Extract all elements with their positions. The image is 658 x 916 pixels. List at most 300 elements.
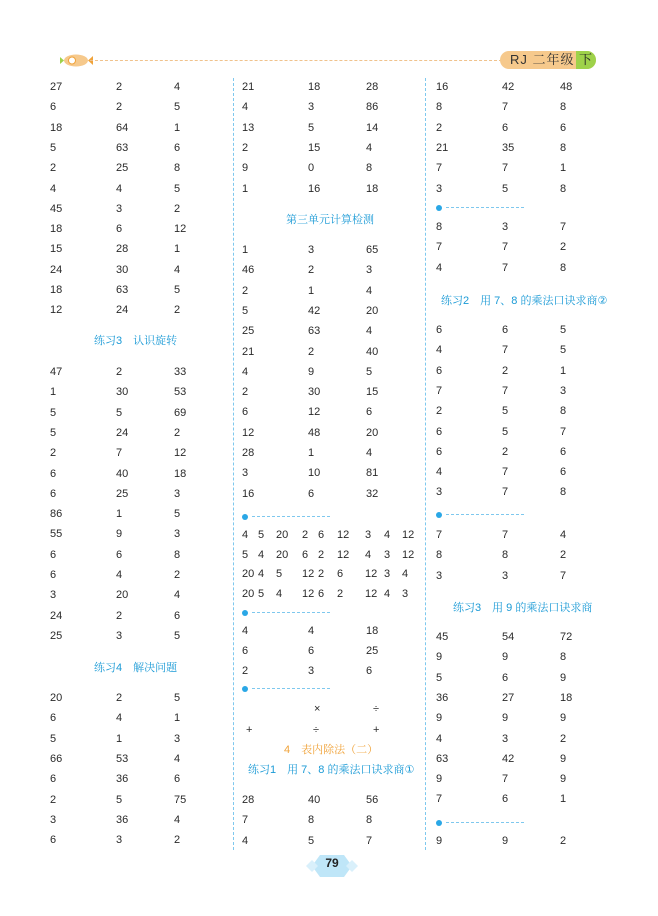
answer-value: 6 [436, 364, 443, 377]
answer-value: 12 [50, 304, 63, 317]
answer-value: 9 [502, 835, 509, 847]
answer-value: 2 [318, 568, 325, 580]
answer-value: 3 [384, 548, 391, 561]
answer-value: 3 [436, 486, 443, 499]
answer-value: 20 [366, 304, 379, 317]
answer-value: 4 [116, 182, 123, 195]
answer-value: 0 [308, 162, 315, 175]
answer-value: 5 [50, 732, 57, 745]
answer-value: 4 [258, 568, 265, 580]
answer-value: 40 [366, 345, 379, 358]
answer-value: 6 [308, 487, 315, 500]
answer-value: 1 [174, 121, 181, 134]
answer-value: 6 [436, 445, 443, 458]
answer-value: 4 [402, 568, 409, 580]
answer-value: 2 [50, 793, 57, 806]
answer-value: 2 [560, 241, 567, 254]
answer-value: 20 [242, 587, 255, 600]
answer-value: 27 [50, 81, 63, 93]
answer-value: 5 [502, 405, 509, 418]
answer-value: 20 [242, 568, 255, 580]
answer-value: 8 [436, 101, 443, 114]
answer-value: 25 [50, 629, 63, 642]
answer-value: 8 [174, 548, 181, 561]
answer-value: 2 [116, 692, 123, 704]
answer-value: 12 [174, 223, 187, 236]
answer-value: 12 [337, 548, 350, 561]
answer-value: 55 [50, 528, 63, 541]
answer-value: 3 [502, 569, 509, 582]
answer-value: 9 [308, 365, 315, 378]
answer-value: 20 [276, 529, 289, 541]
answer-value: 5 [174, 101, 181, 114]
answer-value: 9 [502, 651, 509, 664]
answer-value: 18 [50, 121, 63, 134]
answer-value: 42 [502, 752, 515, 765]
separator-dots [242, 686, 332, 692]
answer-value: 4 [242, 625, 249, 637]
answer-value: 7 [502, 344, 509, 357]
answer-value: 3 [502, 221, 509, 233]
answer-value: 6 [318, 529, 325, 541]
answer-value: 6 [174, 609, 181, 622]
answer-value: 18 [308, 81, 321, 93]
answer-value: 63 [308, 325, 321, 338]
answer-value: 56 [366, 794, 379, 806]
answer-value: 4 [174, 589, 181, 602]
answer-value: 7 [502, 486, 509, 499]
answer-value: 3 [308, 244, 315, 256]
header-divider [90, 60, 502, 61]
answer-value: 6 [116, 223, 123, 236]
answer-value: 1 [560, 162, 567, 175]
answer-value: 8 [560, 101, 567, 114]
answer-value: 12 [365, 568, 378, 580]
answer-value: 2 [337, 587, 344, 600]
answer-value: 7 [502, 529, 509, 541]
answer-value: 1 [242, 244, 249, 256]
answer-value: 12 [302, 568, 315, 580]
answer-value: 4 [174, 752, 181, 765]
answer-value: 3 [242, 467, 249, 480]
answer-value: 7 [436, 529, 443, 541]
answer-value: 33 [174, 366, 187, 378]
answer-value: 12 [242, 426, 255, 439]
answer-value: 4 [116, 569, 123, 581]
answer-value: 20 [116, 589, 129, 602]
answer-value: 28 [366, 81, 379, 93]
answer-value: 6 [174, 773, 181, 786]
answer-value: 2 [50, 447, 57, 460]
answer-value: 25 [366, 645, 379, 657]
separator-dots [436, 205, 526, 211]
answer-value: 7 [502, 261, 509, 274]
answer-value: 6 [502, 793, 509, 806]
answer-value: 3 [436, 569, 443, 582]
section-title-lianxi4-problems: 练习4 解决问题 [94, 662, 178, 674]
answer-value: 2 [116, 81, 123, 93]
answer-value: 7 [502, 241, 509, 254]
answer-value: 2 [174, 426, 181, 439]
answer-value: 13 [242, 121, 255, 134]
answer-value: 5 [174, 508, 181, 521]
answer-value: 2 [242, 665, 249, 677]
answer-value: 81 [366, 467, 379, 480]
answer-value: 2 [502, 445, 509, 458]
answer-value: 69 [174, 406, 187, 419]
answer-value: 36 [436, 691, 449, 704]
answer-value: 5 [50, 406, 57, 419]
answer-value: 8 [560, 486, 567, 499]
answer-value: 8 [436, 549, 443, 562]
answer-value: 5 [116, 793, 123, 806]
operator-symbol: + [246, 724, 253, 736]
answer-value: 4 [436, 466, 443, 479]
answer-value: 6 [337, 568, 344, 580]
answer-value: 53 [174, 386, 187, 399]
answer-value: 15 [50, 243, 63, 256]
answer-value: 18 [366, 625, 379, 637]
answer-value: 6 [502, 671, 509, 684]
answer-value: 4 [436, 261, 443, 274]
answer-value: 5 [258, 529, 265, 541]
answer-value: 16 [308, 182, 321, 195]
answer-value: 21 [242, 81, 255, 93]
answer-value: 3 [560, 384, 567, 397]
answer-value: 5 [308, 121, 315, 134]
answer-value: 20 [366, 426, 379, 439]
answer-value: 6 [50, 487, 57, 500]
answer-value: 25 [242, 325, 255, 338]
header-rocket-logo [60, 52, 94, 69]
answer-value: 9 [436, 835, 443, 847]
answer-value: 6 [50, 569, 57, 581]
grade-badge [500, 51, 596, 69]
answer-value: 6 [502, 121, 509, 134]
answer-value: 7 [436, 793, 443, 806]
answer-value: 1 [308, 284, 315, 297]
answer-value: 9 [560, 712, 567, 725]
answer-value: 2 [116, 609, 123, 622]
answer-value: 28 [242, 447, 255, 459]
answer-value: 5 [50, 426, 57, 439]
answer-value: 5 [308, 834, 315, 847]
answer-value: 5 [436, 671, 443, 684]
answer-value: 20 [276, 548, 289, 561]
answer-value: 66 [50, 752, 63, 765]
answer-value: 5 [258, 587, 265, 600]
answer-value: 2 [242, 284, 249, 297]
answer-value: 3 [50, 589, 57, 602]
answer-value: 36 [116, 773, 129, 786]
answer-value: 2 [308, 345, 315, 358]
answer-value: 2 [502, 364, 509, 377]
answer-value: 5 [276, 568, 283, 580]
operator-symbol: ÷ [313, 724, 320, 736]
answer-value: 25 [116, 162, 129, 175]
answer-value: 8 [366, 814, 373, 827]
answer-value: 7 [560, 569, 567, 582]
answer-value: 32 [366, 487, 379, 500]
answer-value: 7 [502, 466, 509, 479]
answer-value: 8 [502, 549, 509, 562]
answer-value: 7 [560, 221, 567, 233]
answer-value: 2 [308, 264, 315, 277]
answer-value: 3 [116, 834, 123, 847]
answer-value: 8 [560, 651, 567, 664]
answer-value: 27 [502, 691, 515, 704]
answer-value: 12 [365, 587, 378, 600]
page-number-badge [306, 852, 358, 880]
answer-value: 3 [174, 487, 181, 500]
answer-value: 9 [436, 773, 443, 786]
answer-value: 12 [302, 587, 315, 600]
answer-value: 6 [50, 834, 57, 847]
answer-value: 9 [560, 773, 567, 786]
answer-value: 9 [560, 671, 567, 684]
answer-value: 3 [365, 529, 372, 541]
answer-value: 21 [436, 141, 449, 154]
section-title-unit3-check: 第三单元计算检测 [286, 214, 374, 226]
answer-value: 4 [50, 182, 57, 195]
column-divider-right [425, 78, 426, 850]
answer-value: 2 [174, 569, 181, 581]
answer-value: 3 [116, 629, 123, 642]
answer-value: 3 [384, 568, 391, 580]
answer-value: 12 [402, 548, 415, 561]
answer-value: 8 [560, 141, 567, 154]
answer-value: 65 [366, 244, 379, 256]
answer-value: 5 [116, 406, 123, 419]
grade-badge-text: RJ 二年级 [510, 52, 575, 67]
answer-value: 3 [50, 813, 57, 826]
answer-value: 1 [50, 386, 57, 399]
answer-value: 30 [116, 263, 129, 276]
answer-value: 1 [560, 364, 567, 377]
section-title-lianxi2: 练习2 用 7、8 的乘法口诀求商② [441, 295, 608, 307]
operator-symbol: × [314, 703, 321, 715]
chapter-title-division: 4 表内除法（二） [284, 744, 379, 756]
answer-value: 18 [174, 467, 187, 480]
answer-value: 48 [308, 426, 321, 439]
answer-value: 5 [502, 425, 509, 438]
answer-value: 2 [242, 141, 249, 154]
answer-value: 8 [560, 405, 567, 418]
answer-value: 9 [502, 712, 509, 725]
answer-value: 2 [302, 529, 309, 541]
answer-value: 4 [366, 284, 373, 297]
answer-value: 46 [242, 264, 255, 277]
answer-value: 5 [560, 324, 567, 336]
answer-value: 4 [436, 344, 443, 357]
answer-value: 8 [366, 162, 373, 175]
answer-value: 6 [50, 467, 57, 480]
answer-value: 86 [50, 508, 63, 521]
section-title-lianxi1: 练习1 用 7、8 的乘法口诀求商① [248, 764, 415, 776]
answer-value: 28 [116, 243, 129, 256]
answer-value: 7 [436, 241, 443, 254]
answer-value: 42 [502, 81, 515, 93]
answer-value: 1 [308, 447, 315, 459]
answer-value: 16 [436, 81, 449, 93]
answer-value: 2 [174, 304, 181, 317]
answer-value: 63 [116, 141, 129, 154]
answer-value: 4 [384, 587, 391, 600]
answer-value: 3 [402, 587, 409, 600]
answer-value: 4 [366, 325, 373, 338]
answer-value: 7 [502, 101, 509, 114]
answer-value: 18 [366, 182, 379, 195]
answer-value: 4 [258, 548, 265, 561]
answer-value: 8 [436, 221, 443, 233]
answer-value: 7 [502, 162, 509, 175]
answer-value: 24 [116, 304, 129, 317]
answer-value: 42 [308, 304, 321, 317]
answer-value: 7 [436, 384, 443, 397]
answer-value: 6 [50, 712, 57, 725]
operator-symbol: + [373, 724, 380, 736]
answer-value: 2 [560, 835, 567, 847]
answer-value: 2 [560, 732, 567, 745]
answer-value: 6 [302, 548, 309, 561]
answer-value: 9 [116, 528, 123, 541]
answer-value: 9 [436, 651, 443, 664]
separator-dots [436, 820, 526, 826]
answer-value: 2 [436, 405, 443, 418]
answer-value: 15 [308, 141, 321, 154]
answer-value: 4 [174, 813, 181, 826]
answer-value: 30 [308, 386, 321, 399]
answer-value: 8 [308, 814, 315, 827]
answer-value: 45 [436, 631, 449, 643]
answer-value: 6 [560, 466, 567, 479]
answer-value: 10 [308, 467, 321, 480]
answer-value: 3 [308, 101, 315, 114]
answer-value: 6 [366, 406, 373, 419]
answer-value: 4 [366, 447, 373, 459]
answer-value: 6 [50, 548, 57, 561]
answer-value: 7 [242, 814, 249, 827]
answer-value: 6 [242, 645, 249, 657]
answer-value: 2 [318, 548, 325, 561]
answer-value: 6 [560, 121, 567, 134]
answer-value: 40 [116, 467, 129, 480]
answer-value: 6 [436, 425, 443, 438]
answer-value: 7 [560, 425, 567, 438]
answer-value: 5 [174, 182, 181, 195]
answer-value: 4 [174, 263, 181, 276]
answer-value: 2 [50, 162, 57, 175]
answer-value: 6 [318, 587, 325, 600]
answer-value: 1 [242, 182, 249, 195]
answer-value: 18 [50, 284, 63, 296]
answer-value: 5 [174, 629, 181, 642]
answer-value: 40 [308, 794, 321, 806]
answer-value: 5 [502, 182, 509, 195]
answer-value: 24 [50, 609, 63, 622]
answer-value: 4 [365, 548, 372, 561]
answer-value: 6 [308, 645, 315, 657]
answer-value: 25 [116, 487, 129, 500]
answer-value: 12 [174, 447, 187, 460]
answer-value: 4 [276, 587, 283, 600]
answer-value: 28 [242, 794, 255, 806]
answer-value: 4 [242, 365, 249, 378]
separator-dots [242, 610, 332, 616]
answer-value: 30 [116, 386, 129, 399]
answer-value: 5 [242, 304, 249, 317]
answer-value: 16 [242, 487, 255, 500]
section-title-lianxi3-nine: 练习3 用 9 的乘法口诀求商 [453, 602, 593, 614]
answer-value: 63 [436, 752, 449, 765]
answer-value: 2 [116, 101, 123, 114]
answer-value: 2 [116, 366, 123, 378]
answer-value: 2 [174, 202, 181, 215]
answer-value: 72 [560, 631, 573, 643]
answer-value: 4 [116, 712, 123, 725]
answer-value: 3 [116, 202, 123, 215]
operator-symbol: ÷ [373, 703, 380, 715]
grade-badge-tag: 下 [576, 51, 596, 69]
answer-value: 47 [50, 366, 63, 378]
answer-value: 3 [366, 264, 373, 277]
answer-value: 20 [50, 692, 63, 704]
answer-value: 18 [560, 691, 573, 704]
answer-value: 18 [50, 223, 63, 236]
answer-value: 24 [50, 263, 63, 276]
answer-value: 4 [436, 732, 443, 745]
answer-value: 35 [502, 141, 515, 154]
separator-dots [436, 512, 526, 518]
answer-value: 4 [174, 81, 181, 93]
answer-value: 4 [308, 625, 315, 637]
answer-value: 7 [366, 834, 373, 847]
answer-value: 3 [308, 665, 315, 677]
answer-value: 6 [502, 324, 509, 336]
answer-value: 1 [116, 508, 123, 521]
answer-value: 86 [366, 101, 379, 114]
column-divider-left [233, 78, 234, 850]
answer-value: 3 [174, 732, 181, 745]
answer-value: 6 [366, 665, 373, 677]
answer-value: 3 [174, 528, 181, 541]
answer-value: 7 [502, 384, 509, 397]
answer-value: 54 [502, 631, 515, 643]
answer-value: 12 [402, 529, 415, 541]
answer-value: 12 [337, 529, 350, 541]
answer-value: 6 [242, 406, 249, 419]
answer-value: 4 [560, 529, 567, 541]
answer-value: 64 [116, 121, 129, 134]
answer-value: 2 [436, 121, 443, 134]
answer-value: 6 [50, 101, 57, 114]
answer-value: 1 [174, 712, 181, 725]
answer-value: 4 [242, 529, 249, 541]
answer-value: 9 [242, 162, 249, 175]
answer-value: 12 [308, 406, 321, 419]
answer-value: 75 [174, 793, 187, 806]
answer-value: 8 [560, 182, 567, 195]
answer-value: 2 [242, 386, 249, 399]
answer-value: 5 [242, 548, 249, 561]
answer-value: 15 [366, 386, 379, 399]
answer-value: 4 [242, 101, 249, 114]
separator-dots [242, 514, 332, 520]
answer-value: 8 [174, 162, 181, 175]
answer-value: 7 [502, 773, 509, 786]
answer-value: 6 [50, 773, 57, 786]
answer-value: 4 [366, 141, 373, 154]
